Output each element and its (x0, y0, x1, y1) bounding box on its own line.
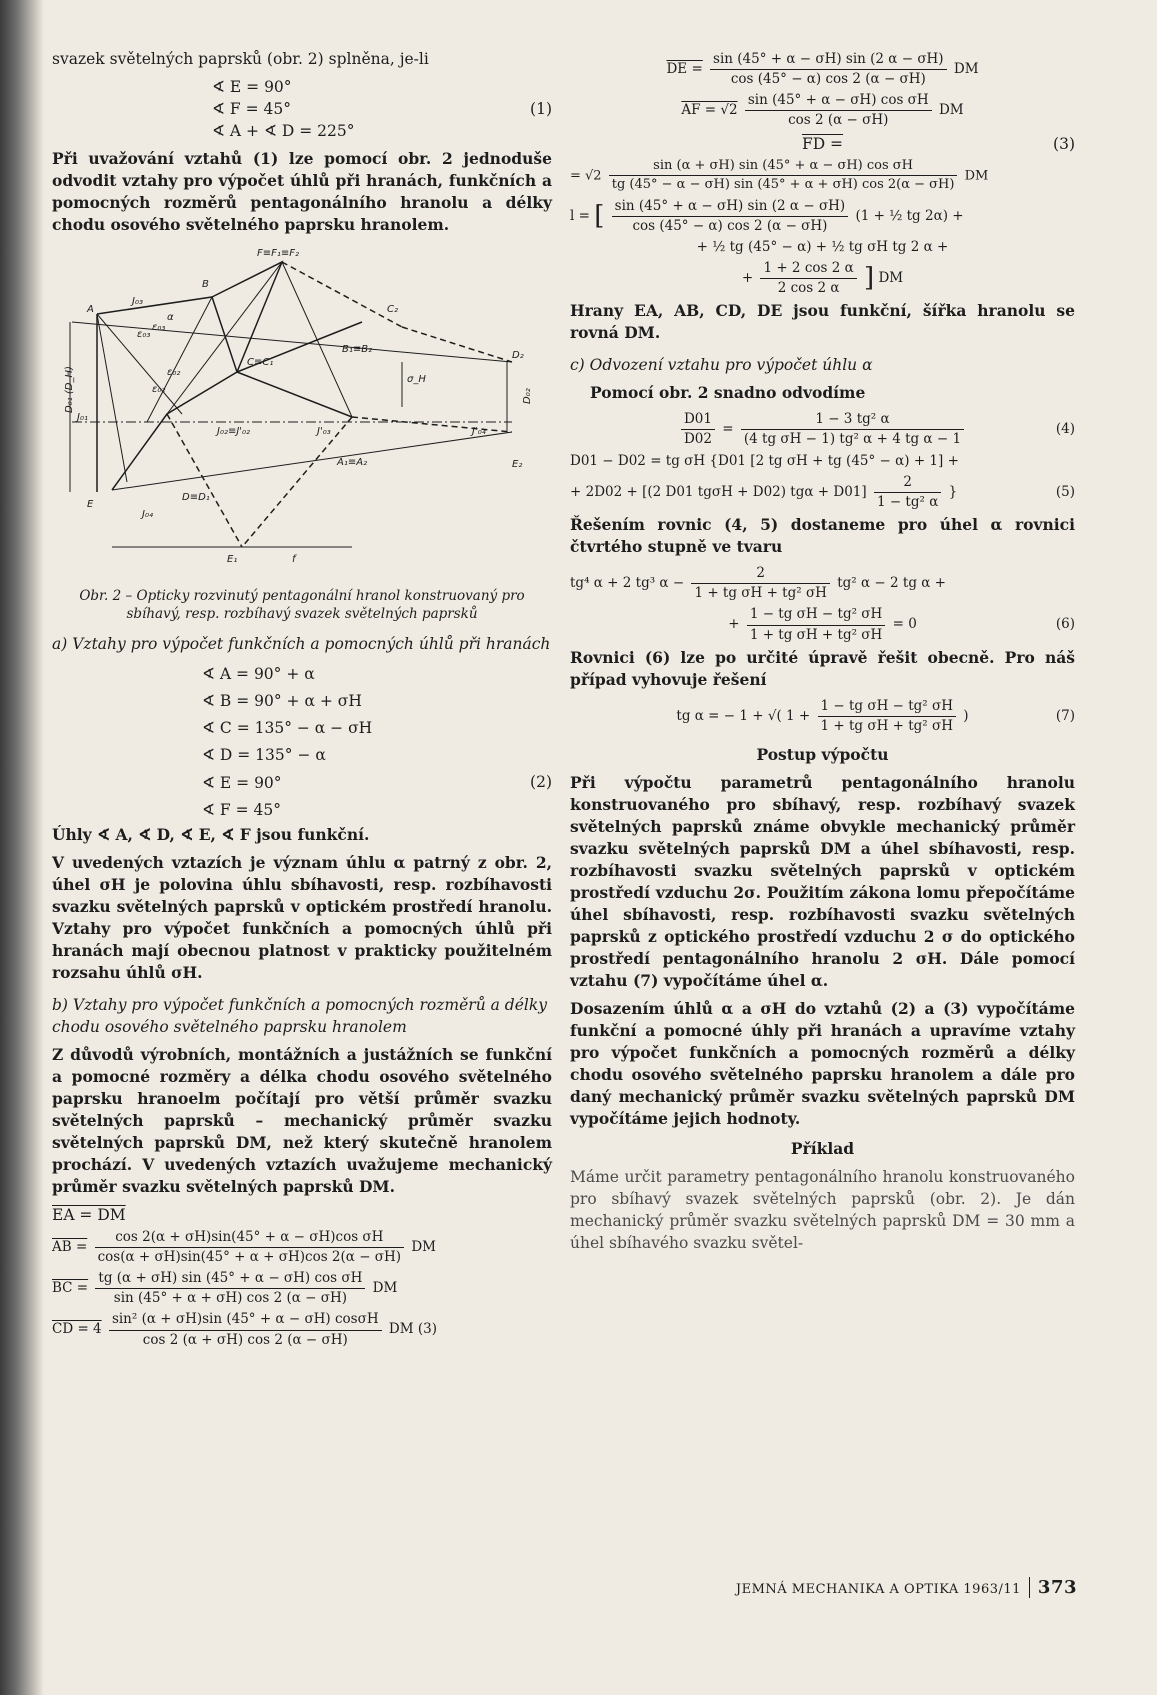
svg-text:ε₀₂: ε₀₂ (152, 384, 166, 395)
svg-text:α: α (167, 312, 174, 323)
paragraph-rovnici: Rovnici (6) lze po určité úpravě řešit obecně. Pro náš případ vyhovuje řešení (570, 647, 1075, 689)
svg-text:ε₀₃: ε₀₃ (137, 329, 151, 340)
equation-6-line1: tg⁴ α + 2 tg³ α − $\frac{2}{\text{1 + tg σH + tg² σH}}$ tg² α − 2 tg α + (570, 565, 946, 602)
section-heading-c: c) Odvození vztahu pro výpočet úhlu α (570, 356, 873, 375)
equation-CD: CD = 4 $\frac{\text{sin² (α + σH)sin (45° + α − σH) cosσH}}{\cos 2 (\alpha + \sigma H) \cos 2 (\alpha - \sigma H)}$ DM (3) (52, 1311, 437, 1348)
svg-text:E₂: E₂ (512, 459, 523, 470)
equation-number: (1) (530, 100, 552, 118)
equation-l-line3: + $\frac{1 + 2 \cos 2 \alpha}{2 \cos 2 \alpha}$ ] DM (741, 260, 904, 297)
svg-text:ε₀₂: ε₀₂ (167, 367, 181, 378)
page-number: 373 (1029, 1577, 1077, 1598)
svg-text:D≡D₁: D≡D₁ (182, 492, 210, 503)
book-binding-shadow (0, 0, 44, 1695)
paragraph-3: Z důvodů výrobních, montážních a justážních se funkční a pomocné rozměry a délka chodu osového světelného paprsku hranoelm počítají pro větší průměr svazku světelných paprsků – mechanický průměr svazku světelných paprsků DM, než který skutečně hranolem prochází. V uvedených vztazích uvažujeme mechanický průměr svazku světelných paprsků DM. (52, 1044, 552, 1196)
svg-text:D₀₂: D₀₂ (522, 388, 533, 404)
svg-text:J₀₃: J₀₃ (132, 296, 143, 307)
equation-7: tg α = − 1 + √( 1 + $\frac{\text{1 − tg σH − tg² σH}}{\text{1 + tg σH + tg² σH}}$ ) (7) (676, 697, 1075, 734)
svg-text:B: B (202, 279, 209, 290)
svg-text:D₂: D₂ (512, 350, 524, 361)
paragraph-postup-1: Při výpočtu parametrů pentagonálního hranolu konstruovaného pro sbíhavý, resp. rozbíhavý svazek světelných paprsků známe obvykle mechanický průměr svazku světelných paprsků DM a úhel sbíhavosti, resp. rozbíhavosti svazku světelných paprsků v optickém prostředí vzduchu 2σ. Použitím zákona lomu přepočítáme úhel sbíhavosti, resp. rozbíhavosti svazku světelných paprsků z optického prostředí vzduchu 2 σ do optického prostředí pentagonálního hranolu 2 σH. Dále pomocí vztahu (7) vypočítáme úhel α. (570, 773, 1075, 991)
equation-BC: BC = $\frac{\text{tg (α + σH) sin (45° + α − σH) cos σH}}{\sin (45^\circ + \alpha + \sigma H) \cos 2 (\alpha - \sigma H)}$ DM (52, 1270, 398, 1307)
equation-FD-expanded: = √2 $\frac{\text{sin (α + σH) sin (45° + α − σH) cos σH}}{tg (45^\circ - \alpha - \sigma H) \sin (45^\circ + \alpha + \sigma H) \cos 2(\alpha - \sigma H)}$ DM (570, 157, 989, 193)
svg-text:A: A (87, 304, 94, 315)
equation-4: $\frac{D01}{D02}$ = $\frac{\text{1 − 3 tg² α}}{\text{(4 tg σH − 1) tg² α + 4 tg α − 1}}$ (4) (570, 410, 1075, 449)
equation-number: (2) (530, 773, 552, 792)
equation-2: ∢ A = 90° + α ∢ B = 90° + α + σH ∢ C = 135° − α − σH ∢ D = 135° − α ∢ E = 90° ∢ F = 45° (2) (202, 665, 552, 819)
figure-caption: Obr. 2 – Opticky rozvinutý pentagonální hranol konstruovaný pro sbíhavý, resp. rozbíhavý svazek světelných paprsků (79, 588, 525, 622)
heading-postup: Postup výpočtu (756, 745, 889, 765)
prism-diagram (52, 242, 552, 582)
paragraph-priklad: Máme určit parametry pentagonálního hranolu konstruovaného pro sbíhavý svazek světelných paprsků (obr. 2). Je dán mechanický průměr svazku světelných paprsků DM = 30 mm a úhel sbíhavého svazku světel- (570, 1168, 1075, 1253)
page-footer (736, 1575, 1077, 1601)
right-column (570, 48, 1075, 1260)
svg-text:E: E (87, 499, 94, 510)
equation-FD: FD = (3) (801, 134, 1075, 153)
equation-DE: DE = $\frac{\sin (45^\circ + \alpha - \sigma H) \sin (2 \alpha - \sigma H)}{\cos (45^\circ - \alpha) \cos 2 (\alpha - \sigma H)}$ DM (666, 51, 979, 88)
svg-text:σ_H: σ_H (407, 374, 426, 385)
svg-text:E₁: E₁ (227, 554, 238, 565)
paragraph-1: Při uvažování vztahů (1) lze pomocí obr. 2 jednoduše odvodit vztahy pro výpočet úhlů při hranách, funkčních a pomocných rozměrů pentagonálního hranolu a délky chodu osového světelného paprsku hranolem. (52, 149, 552, 234)
svg-text:J₀₂≡J'₀₂: J₀₂≡J'₀₂ (217, 426, 251, 437)
svg-text:B₁≡B₂: B₁≡B₂ (342, 344, 373, 355)
paragraph-angles: Úhly ∢ A, ∢ D, ∢ E, ∢ F jsou funkční. (52, 824, 370, 844)
svg-text:f: f (292, 554, 296, 565)
equation-l-line2: + ½ tg (45° − α) + ½ tg σH tg 2 α + (696, 238, 949, 255)
equation-1: ∢ E = 90° ∢ F = 45° ∢ A + ∢ D = 225° (1) (212, 78, 552, 140)
equation-5-line2: + 2D02 + [(2 D01 tgσH + D02) tgα + D01] $\frac{2}{\text{1 − tg² α}}$ } (5) (570, 473, 1075, 510)
equation-l: l = [ $\frac{\sin (45^\circ + \alpha - \sigma H) \sin (2 \alpha - \sigma H)}{\cos (45^\circ - \alpha) \cos 2 (\alpha - \sigma H)}$ (1 + ½ tg 2α) + (570, 197, 964, 234)
svg-text:ε₀₃: ε₀₃ (152, 322, 166, 333)
unfolded-outline (212, 262, 282, 372)
svg-text:F≡F₁≡F₂: F≡F₁≡F₂ (257, 248, 300, 259)
equation-AB: AB = $\frac{\text{cos 2(α + σH)sin(45° + α − σH)cos σH}}{\cos(\alpha + \sigma H)\sin(45^\circ + \alpha + \sigma H)\cos 2(\alpha - \sigma H)}$ DM (52, 1228, 437, 1265)
equation-AF: AF = √2 $\frac{\text{sin (45° + α − σH) cos σH}}{\cos 2 (\alpha - \sigma H)}$ DM (681, 92, 964, 129)
svg-text:C≡C₁: C≡C₁ (247, 357, 274, 368)
paragraph-postup-2: Dosazením úhlů α a σH do vztahů (2) a (3) vypočítáme funkční a pomocné úhly při hranách a upravíme vztahy pro výpočet funkčních a pomocných rozměrů a délky chodu osového světelného paprsku hranolem a dále pro daný mechanický průměr svazku světelných paprsků DM vypočítáme jejich hodnoty. (570, 999, 1075, 1129)
svg-text:J'₀₃: J'₀₃ (317, 426, 331, 437)
paragraph-pomoci: Pomocí obr. 2 snadno odvodíme (590, 383, 866, 403)
equation-6-line2: + $\frac{\text{1 − tg σH − tg² σH}}{\text{1 + tg σH + tg² σH}}$ = 0 (6) (728, 606, 1075, 643)
section-heading-a: a) Vztahy pro výpočet funkčních a pomocných úhlů při hranách (52, 635, 551, 654)
section-heading-b: b) Vztahy pro výpočet funkčních a pomocných rozměrů a délky chodu osového světelného paprsku hranolem (52, 995, 547, 1036)
svg-text:A₁≡A₂: A₁≡A₂ (337, 457, 368, 468)
paragraph-2: V uvedených vztazích je význam úhlu α patrný z obr. 2, úhel σH je polovina úhlu sbíhavosti, resp. rozbíhavosti svazku světelných paprsků v optickém prostředí hranolu. Vztahy pro výpočet funkčních a pomocných úhlů při hranách mají obecnou platnost v prakticky použitelném rozsahu úhlů σH. (52, 852, 552, 982)
intro-text: svazek světelných paprsků (obr. 2) splněna, je-li (52, 50, 429, 68)
heading-priklad: Příklad (790, 1139, 855, 1159)
svg-text:J'₀₄: J'₀₄ (472, 426, 486, 437)
svg-text:J₀₄: J₀₄ (142, 509, 153, 520)
paragraph-edges: Hrany EA, AB, CD, DE jsou funkční, šířka hranolu se rovná DM. (570, 301, 1075, 343)
journal-name: JEMNÁ MECHANIKA A OPTIKA 1963/11 (735, 1582, 1021, 1597)
equation-5-line1: D01 − D02 = tg σH {D01 [2 tg σH + tg (45° − α) + 1] + (570, 452, 959, 469)
equation-EA: EA = DM (52, 1205, 126, 1224)
left-column (52, 48, 552, 1352)
svg-text:C₂: C₂ (387, 304, 398, 315)
paragraph-reseni: Řešením rovnic (4, 5) dostaneme pro úhel α rovnici čtvrtého stupně ve tvaru (570, 515, 1075, 557)
svg-text:J₀₁: J₀₁ (77, 412, 88, 423)
svg-text:D₀₁ (D_H): D₀₁ (D_H) (64, 366, 75, 413)
